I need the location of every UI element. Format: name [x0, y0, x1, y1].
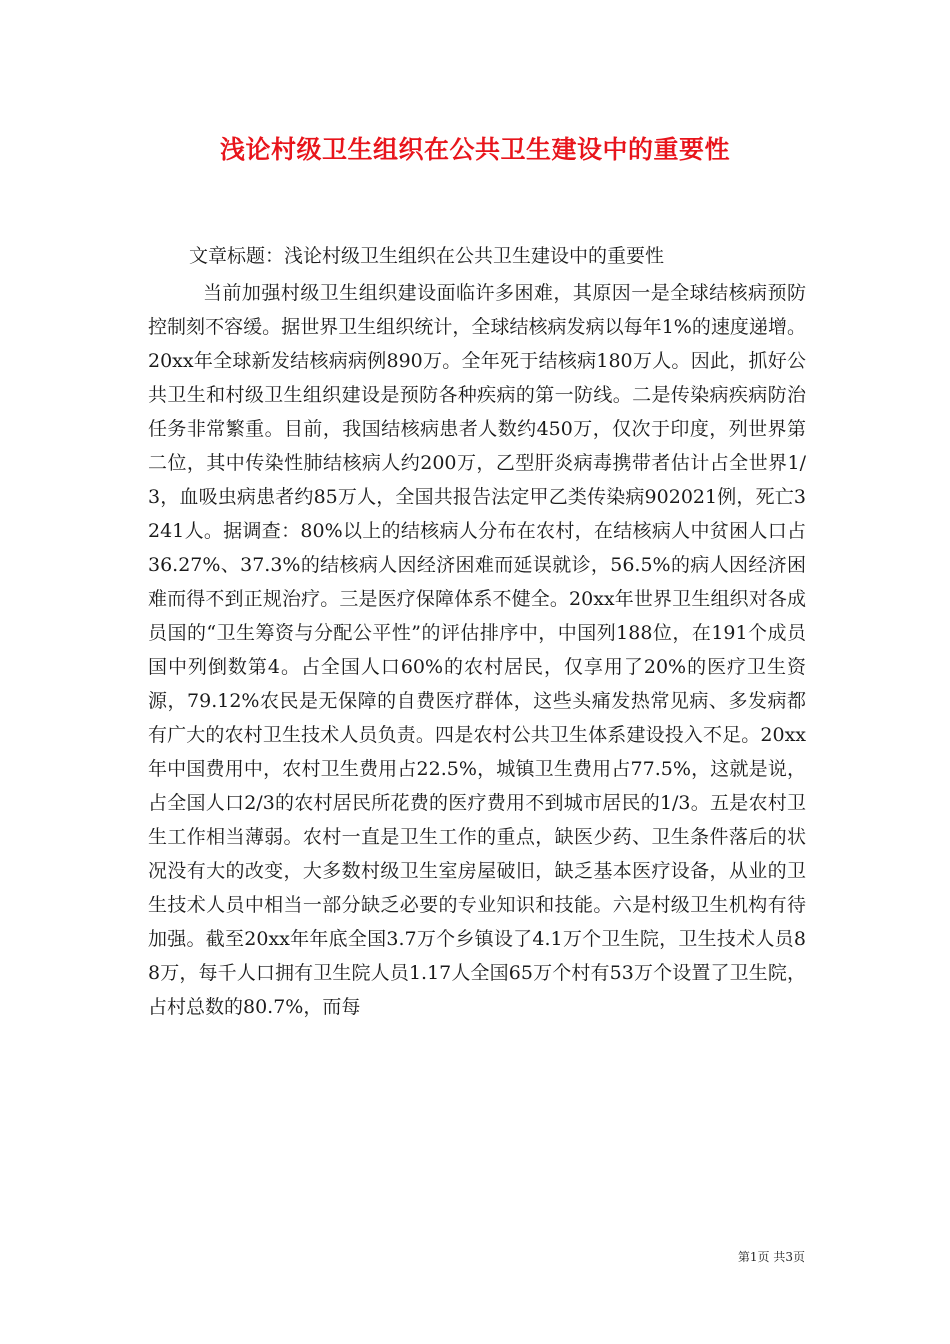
page-number: 第1页 共3页 [737, 1250, 805, 1264]
body-paragraph: 当前加强村级卫生组织建设面临许多困难，其原因一是全球结核病预防控制刻不容缓。据世界卫生组织统计，全球结核病发病以每年1%的速度递增。20xx年全球新发结核病病例890万。全年死于结核病180万人。因此，抓好公共卫生和村级卫生组织建设是预防各种疾病的第一防线。二是传染病疾病防治任务非常繁重。目前，我国结核病患者人数约450万，仅次于印度，列世界第二位，其中传染性肺结核病人约200万，乙型肝炎病毒携带者估计占全世界1/3，血吸虫病患者约85万人，全国共报告法定甲乙类传染病902021例，死亡3241人。据调查：80%以上的结核病人分布在农村，在结核病人中贫困人口占36.27%、37.3%的结核病人因经济困难而延误就诊，56.5%的病人因经济困难而得不到正规治疗。三是医疗保障体系不健全。20xx年世界卫生组织对各成员国的“卫生筹资与分配公平性”的评估排序中，中国列188位，在191个成员国中列倒数第4。占全国人口60%的农村居民，仅享用了20%的医疗卫生资源，79.12%农民是无保障的自费医疗群体，这些头痛发热常见病、多发病都有广大的农村卫生技术人员负责。四是农村公共卫生体系建设投入不足。20xx年中国费用中，农村卫生费用占22.5%，城镇卫生费用占77.5%，这就是说，占全国人口2/3的农村居民所花费的医疗费用不到城市居民的1/3。五是农村卫生工作相当薄弱。农村一直是卫生工作的重点，缺医少药、卫生条件落后的状况没有大的改变，大多数村级卫生室房屋破旧，缺乏基本医疗设备，从业的卫生技术人员中相当一部分缺乏必要的专业知识和技能。六是村级卫生机构有待加强。截至20xx年年底全国3.7万个乡镇设了4.1万个卫生院，卫生技术人员88万，每千人口拥有卫生院人员1.17人全国65万个村有53万个设置了卫生院，占村总数的80.7%，而每 [148, 282, 806, 1018]
document-title: 浅论村级卫生组织在公共卫生建设中的重要性 [219, 135, 730, 164]
article-title-line: 文章标题：浅论村级卫生组织在公共卫生建设中的重要性 [189, 245, 665, 267]
